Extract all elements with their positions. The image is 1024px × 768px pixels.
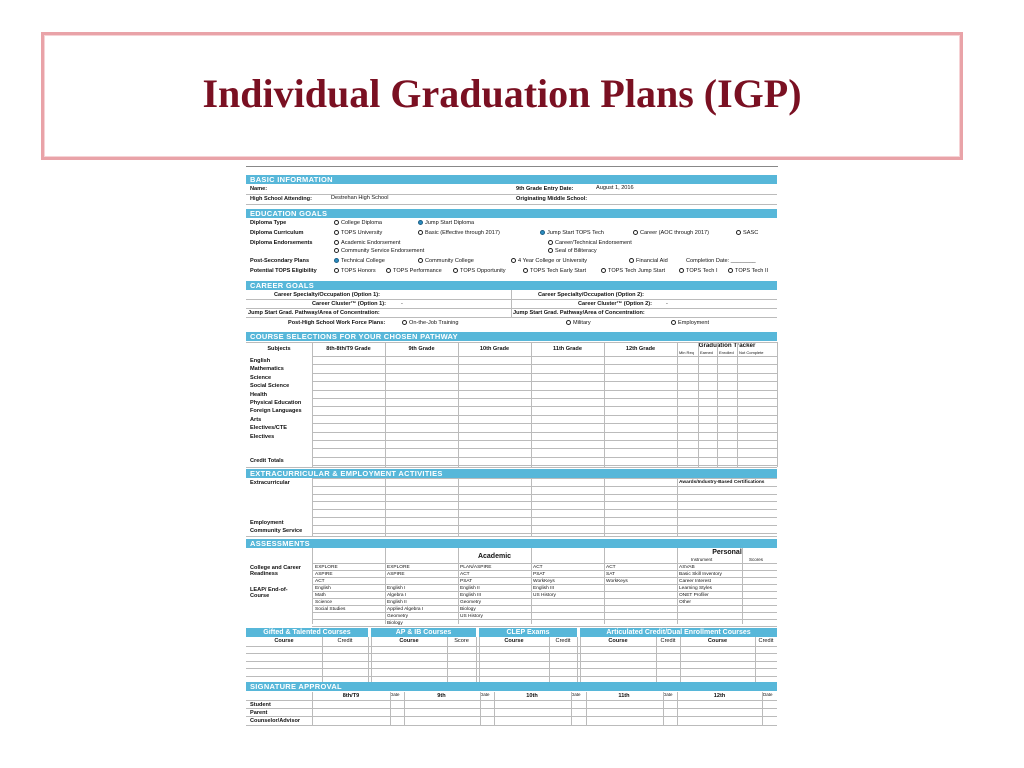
credit-totals: Credit Totals — [250, 458, 284, 464]
grid-line — [312, 612, 777, 613]
ap-course-col: Course — [399, 638, 419, 644]
sig-date-2: Date — [480, 692, 490, 697]
radio-icon — [418, 258, 423, 263]
radio-icon — [386, 268, 391, 273]
grid-line — [246, 668, 777, 669]
gifted-header: Gifted & Talented Courses — [246, 628, 368, 637]
clep-course-col: Course — [504, 638, 524, 644]
grid-line — [458, 478, 459, 536]
tracker-col-min: Min Req — [679, 350, 694, 355]
col-10th: 10th Grade — [479, 346, 510, 352]
entry-date-value: August 1, 2016 — [596, 185, 634, 191]
school-value: Destrehan High School — [331, 195, 389, 201]
assessment-item: English III — [533, 586, 555, 591]
option-community-college[interactable]: Community College — [418, 258, 474, 264]
grid-line — [458, 342, 459, 467]
sig-date-3: Date — [571, 692, 581, 697]
grid-line — [312, 440, 777, 441]
option-financial-aid[interactable]: Financial Aid — [629, 258, 668, 264]
ccr-label: College and Career Readiness — [250, 565, 301, 578]
assessment-item: Social Studies — [315, 607, 346, 612]
grid-line — [312, 494, 777, 495]
radio-selected-icon — [540, 230, 545, 235]
radio-icon — [402, 320, 407, 325]
radio-icon — [671, 320, 676, 325]
assessment-item: Geometry — [460, 600, 482, 605]
sig-grade-12: 12th — [713, 693, 726, 699]
personal-title: Personal — [712, 549, 742, 556]
personal-assessment-item: Career Interest — [679, 579, 711, 584]
assessment-item: PSAT — [460, 579, 473, 584]
option-tops-university[interactable]: TOPS University — [334, 230, 382, 236]
grid-line — [246, 676, 777, 677]
grid-line — [312, 423, 777, 424]
career-spec-2: Career Specialty/Occupation (Option 2): — [538, 292, 644, 298]
option-military[interactable]: Military — [566, 320, 591, 326]
education-header: EDUCATION GOALS — [246, 209, 777, 218]
grid-line — [312, 598, 777, 599]
slide-title: Individual Graduation Plans (IGP) — [202, 71, 802, 116]
sig-date-4: Date — [663, 692, 673, 697]
sig-date-5: Date — [763, 692, 773, 697]
sig-grade-11: 11th — [618, 693, 630, 699]
grid-line — [479, 637, 480, 683]
grid-line — [246, 700, 777, 701]
grid-line — [312, 478, 777, 479]
courses-header: COURSE SELECTIONS FOR YOUR CHOSEN PATHWAY — [246, 332, 777, 341]
option-technical-college[interactable]: Technical College — [334, 258, 385, 264]
radio-icon — [334, 240, 339, 245]
grid-line — [312, 591, 777, 592]
entry-date-label: 9th Grade Entry Date: — [516, 186, 574, 192]
assessment-item: ACT — [315, 579, 325, 584]
option-biliteracy[interactable]: Seal of Biliteracy — [548, 248, 597, 254]
option-sasc[interactable]: SASC — [736, 230, 758, 236]
career-cluster-2: Career Cluster™ (Option 2): — [578, 301, 652, 307]
subject-row-label: Mathematics — [250, 366, 284, 373]
clep-credit-col: Credit — [555, 638, 571, 644]
sig-grade-8: 8th/T9 — [342, 693, 360, 699]
option-career[interactable]: Career (AOC through 2017) — [633, 230, 709, 236]
divider — [246, 194, 777, 195]
grid-line — [549, 637, 550, 683]
ap-score-col: Score — [454, 638, 469, 644]
assessment-item: WorkKeys — [533, 579, 555, 584]
col-12th: 12th Grade — [625, 346, 656, 352]
assessment-item: English II — [387, 600, 407, 605]
radio-selected-icon — [334, 258, 339, 263]
subject-row-label: Health — [250, 391, 268, 398]
career-cluster-1: Career Cluster™ (Option 1): — [312, 301, 386, 307]
assessment-item: ASPIRE — [387, 572, 405, 577]
grid-line — [447, 637, 448, 683]
grid-line — [312, 517, 777, 518]
option-career-endorsement[interactable]: Career/Technical Endorsement — [548, 240, 632, 246]
grid-line — [368, 637, 369, 683]
radio-icon — [736, 230, 741, 235]
grid-line — [312, 448, 777, 449]
grid-line — [312, 605, 777, 606]
option-tops-performance[interactable]: TOPS Performance — [386, 268, 442, 274]
grid-line — [312, 501, 777, 502]
grid-line — [312, 432, 777, 433]
grid-line — [717, 342, 718, 467]
option-tops-tech-2[interactable]: TOPS Tech II — [728, 268, 768, 274]
divider — [246, 204, 777, 205]
grid-line — [577, 637, 578, 683]
grid-line — [312, 390, 777, 391]
grid-line — [571, 692, 572, 725]
grid-line — [677, 342, 678, 467]
grid-line — [312, 563, 777, 564]
grid-line — [312, 342, 313, 467]
assess-header: ASSESSMENTS — [246, 539, 777, 548]
assessment-item: Science — [315, 600, 333, 605]
leap-label: LEAP/ End-of-Course — [250, 587, 288, 600]
grid-line — [677, 692, 678, 725]
personal-assessment-item: ASVAB — [679, 565, 695, 570]
grid-line — [246, 536, 777, 537]
grid-line — [480, 692, 481, 725]
grid-line — [312, 415, 777, 416]
grid-line — [663, 692, 664, 725]
assessment-item: WorkKeys — [606, 579, 628, 584]
assessment-item: Biology — [387, 621, 403, 626]
radio-icon — [633, 230, 638, 235]
academic-title: Academic — [477, 553, 512, 560]
radio-icon — [679, 268, 684, 273]
assessment-item: English III — [460, 593, 482, 598]
option-tops-opportunity[interactable]: TOPS Opportunity — [453, 268, 506, 274]
subject-row-label: Science — [250, 374, 272, 381]
instrument-label: Instrument — [691, 557, 713, 562]
subject-row-label: Physical Education — [250, 400, 302, 406]
grid-line — [246, 716, 777, 717]
radio-icon — [548, 240, 553, 245]
grid-line — [698, 342, 699, 467]
assessment-item: ACT — [606, 565, 616, 570]
graduation-tracker-title: Graduation Tracker — [698, 342, 756, 349]
grid-line — [312, 356, 777, 357]
grid-line — [312, 570, 777, 571]
option-academic-endorsement[interactable]: Academic Endorsement — [334, 240, 400, 246]
articulated-course-col-2: Course — [707, 638, 728, 644]
assessment-item: ACT — [460, 572, 470, 577]
grid-line — [762, 692, 763, 725]
signature-header: SIGNATURE APPROVAL — [246, 682, 777, 691]
tracker-col-notcomplete: Not Complete — [739, 350, 764, 355]
career-spec-1: Career Specialty/Occupation (Option 1): — [274, 292, 380, 298]
grid-line — [680, 637, 681, 683]
assessment-item: Biology — [460, 607, 476, 612]
career-cluster-2-value: - — [666, 301, 668, 307]
grid-line — [531, 342, 532, 467]
grid-line — [604, 342, 605, 467]
radio-selected-icon — [418, 220, 423, 225]
option-community-endorsement[interactable]: Community Service Endorsement — [334, 248, 424, 254]
divider — [511, 290, 512, 317]
pathway-2: Jump Start Grad. Pathway/Area of Concentration: — [513, 310, 645, 316]
articulated-course-col-1: Course — [608, 638, 628, 644]
articulated-credit-col-1: Credit — [660, 638, 676, 644]
radio-icon — [334, 248, 339, 253]
workforce-label: Post-High School Work Force Plans: — [288, 320, 386, 326]
radio-icon — [334, 230, 339, 235]
assessment-item: English — [315, 586, 331, 591]
grid-line — [476, 637, 477, 683]
sig-parent: Parent — [250, 710, 268, 716]
grid-line — [390, 692, 391, 725]
employment-label: Employment — [250, 520, 284, 526]
basic-header: BASIC INFORMATION — [246, 175, 777, 184]
postsec-label: Post-Secondary Plans — [250, 258, 310, 264]
subject-row-label: Foreign Languages — [250, 408, 302, 415]
curriculum-label: Diploma Curriculum — [250, 230, 304, 236]
option-jumpstart-diploma[interactable]: Jump Start Diploma — [418, 220, 474, 226]
personal-assessment-item: Other — [679, 600, 691, 605]
grid-line — [246, 661, 777, 662]
grid-line — [385, 478, 386, 536]
grid-line — [312, 364, 777, 365]
grid-line — [246, 467, 777, 468]
assessment-item: Math — [315, 593, 326, 598]
grid-line — [737, 342, 738, 467]
radio-icon — [566, 320, 571, 325]
grid-line — [246, 708, 777, 709]
grid-line — [777, 342, 778, 467]
career-cluster-1-value: - — [401, 301, 403, 307]
assessment-item: Geometry — [387, 614, 409, 619]
assessment-item: English II — [460, 586, 480, 591]
career-header: CAREER GOALS — [246, 281, 777, 290]
personal-assessment-item: Basic Skill Inventory — [679, 572, 722, 577]
grid-line — [312, 626, 777, 627]
radio-icon — [601, 268, 606, 273]
school-label: High School Attending: — [250, 196, 312, 202]
community-label: Community Service — [250, 528, 303, 534]
assessment-item: ASPIRE — [315, 572, 333, 577]
option-jumpstart-tops-tech[interactable]: Jump Start TOPS Tech — [540, 230, 604, 236]
option-tops-jump-start[interactable]: TOPS Tech Jump Start — [601, 268, 665, 274]
grid-line — [312, 406, 777, 407]
option-employment[interactable]: Employment — [671, 320, 709, 326]
grid-line — [312, 373, 777, 374]
radio-icon — [629, 258, 634, 263]
grid-line — [246, 725, 777, 726]
option-4yr-college[interactable]: 4 Year College or University — [511, 258, 587, 264]
option-tops-early-start[interactable]: TOPS Tech Early Start — [523, 268, 586, 274]
assessment-item: Algebra I — [387, 593, 407, 598]
col-11th: 11th Grade — [553, 346, 582, 352]
tracker-col-enrolled: Enrolled — [719, 350, 734, 355]
grid-line — [586, 692, 587, 725]
grid-line — [322, 637, 323, 683]
grid-line — [371, 637, 372, 683]
radio-icon — [334, 268, 339, 273]
grid-line — [531, 478, 532, 536]
assessment-item: English I — [387, 586, 406, 591]
extra-header: EXTRACURRICULAR & EMPLOYMENT ACTIVITIES — [246, 469, 777, 478]
ap-header: AP & IB Courses — [371, 628, 476, 637]
radio-icon — [453, 268, 458, 273]
option-tops-honors[interactable]: TOPS Honors — [334, 268, 376, 274]
grid-line — [580, 637, 581, 683]
articulated-header: Articulated Credit/Dual Enrollment Courses — [580, 628, 777, 637]
option-college-diploma[interactable]: College Diploma — [334, 220, 382, 226]
assessment-item: US History — [533, 593, 556, 598]
completion-date[interactable]: Completion Date: ________ — [686, 258, 756, 264]
option-basic[interactable]: Basic (Effective through 2017) — [418, 230, 500, 236]
grid-line — [246, 342, 777, 343]
gifted-credit-col: Credit — [337, 638, 353, 644]
radio-icon — [523, 268, 528, 273]
tops-label: Potential TOPS Eligibility — [250, 268, 317, 274]
assessment-item: EXPLORE — [387, 565, 410, 570]
grid-line — [312, 533, 777, 534]
scores-label: Scores — [749, 557, 764, 562]
gifted-course-col: Course — [274, 638, 294, 644]
divider — [246, 317, 777, 318]
grid-line — [677, 478, 678, 536]
radio-icon — [334, 220, 339, 225]
grid-line — [312, 619, 777, 620]
sig-grade-10: 10th — [526, 693, 538, 699]
grid-line — [312, 478, 313, 536]
radio-icon — [548, 248, 553, 253]
assessment-item: US History — [460, 614, 483, 619]
grid-line — [656, 637, 657, 683]
assessment-item: EXPLORE — [315, 565, 338, 570]
awards-label: Awards/Industry-Based Certifications — [679, 480, 765, 485]
grid-line — [312, 525, 777, 526]
sig-date-1: Date — [390, 692, 400, 697]
grid-line — [312, 577, 777, 578]
grid-line — [404, 692, 405, 725]
personal-assessment-item: Learning Styles — [679, 586, 713, 591]
assessment-item: ACT — [533, 565, 543, 570]
clep-header: CLEP Exams — [479, 628, 577, 637]
assessment-item: PSAT — [533, 572, 546, 577]
assessment-item: PLAN/ASPIRE — [460, 565, 492, 570]
sig-grade-9: 9th — [437, 693, 446, 699]
subject-row-label: Electives — [250, 433, 275, 440]
personal-assessment-item: ONET Profiler — [679, 593, 709, 598]
tracker-col-earned: Earned — [700, 350, 713, 355]
sig-counselor: Counselor/Advisor — [250, 718, 301, 724]
name-label: Name: — [250, 186, 268, 192]
extracurricular-label: Extracurricular — [250, 480, 290, 486]
radio-icon — [511, 258, 516, 263]
grid-line — [312, 486, 777, 487]
diploma-type-label: Diploma Type — [250, 220, 287, 226]
articulated-credit-col-2: Credit — [758, 638, 774, 644]
grid-line — [755, 637, 756, 683]
col-9th: 9th Grade — [408, 346, 435, 352]
grid-line — [385, 342, 386, 467]
grid-line — [312, 381, 777, 382]
subject-row-label: Arts — [250, 416, 262, 423]
grid-line — [312, 457, 777, 458]
assessment-item: SAT — [606, 572, 615, 577]
col-8th: 8th-8th/T9 Grade — [326, 346, 371, 352]
assessment-item: Applied Algebra I — [387, 607, 424, 612]
subject-row-label: Electives/CTE — [250, 425, 287, 432]
grid-line — [604, 478, 605, 536]
subject-row-label: English — [250, 358, 271, 364]
col-subjects: Subjects — [267, 346, 291, 352]
grid-line — [312, 692, 313, 725]
pathway-1: Jump Start Grad. Pathway/Area of Concentration: — [248, 310, 380, 316]
grid-line — [494, 692, 495, 725]
igp-form — [246, 166, 778, 725]
radio-icon — [728, 268, 733, 273]
grid-line — [246, 653, 777, 654]
grid-line — [246, 646, 777, 647]
subject-row-label: Social Science — [250, 383, 290, 390]
grid-line — [312, 584, 777, 585]
grid-line — [312, 509, 777, 510]
sig-student: Student — [250, 702, 271, 708]
middle-school-label: Originating Middle School: — [516, 196, 588, 202]
option-tops-tech-1[interactable]: TOPS Tech I — [679, 268, 718, 274]
option-ojt[interactable]: On-the-Job Training — [402, 320, 458, 326]
endorsements-label: Diploma Endorsements — [250, 240, 313, 246]
radio-icon — [418, 230, 423, 235]
grid-line — [312, 398, 777, 399]
